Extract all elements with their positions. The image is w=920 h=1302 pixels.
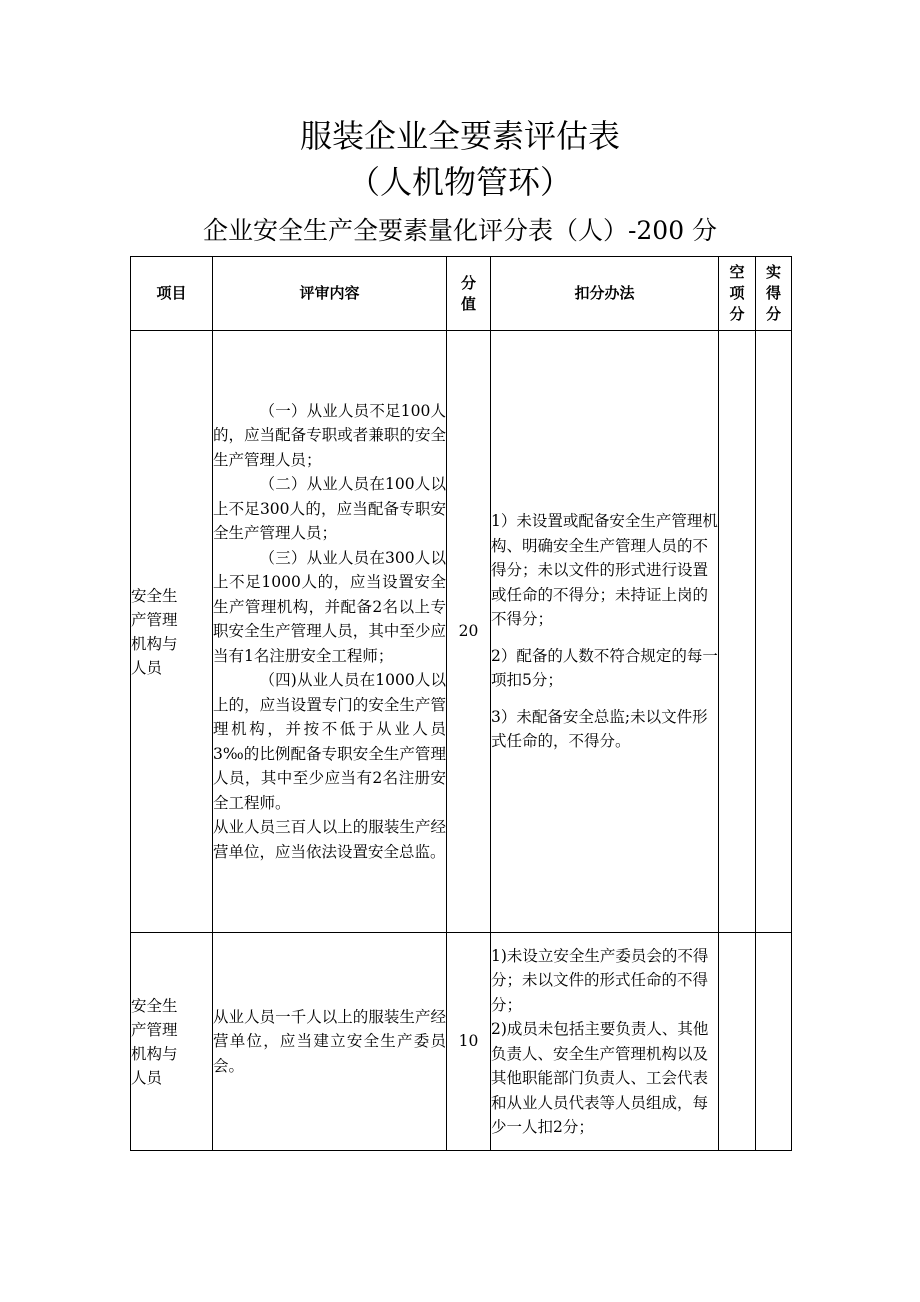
row-score: 20 — [447, 331, 491, 933]
row-actual-score — [756, 933, 792, 1151]
header-item: 项目 — [131, 257, 213, 331]
row-na-score — [719, 331, 756, 933]
header-actual-score: 实 得 分 — [756, 257, 792, 331]
header-na-score: 空 项 分 — [719, 257, 756, 331]
row-item: 安全生 产管理 机构与 人员 — [131, 331, 213, 933]
header-score: 分 值 — [447, 257, 491, 331]
header-method: 扣分办法 — [491, 257, 719, 331]
row-item: 安全生 产管理 机构与 人员 — [131, 933, 213, 1151]
row-score: 10 — [447, 933, 491, 1151]
document-title: 服装企业全要素评估表 — [299, 117, 620, 155]
header-content: 评审内容 — [213, 257, 447, 331]
evaluation-table — [130, 256, 792, 1151]
document-subtitle: （人机物管环） — [347, 163, 572, 201]
row-content: 从业人员一千人以上的服装生产经营单位，应当建立安全生产委员会。 — [213, 933, 447, 1151]
row-na-score — [719, 933, 756, 1151]
table-row — [131, 933, 792, 1151]
row-method: 1)未设立安全生产委员会的不得分；未以文件的形式任命的不得分； 2)成员未包括主要负责人、其他负责人、安全生产管理机构以及其他职能部门负责人、工会代表和从业人员代表等人员组成，每少一人扣2分； — [491, 933, 719, 1151]
table-row — [131, 331, 792, 933]
row-actual-score — [756, 331, 792, 933]
row-content: （一）从业人员不足100人的，应当配备专职或者兼职的安全生产管理人员； （二）从业人员在100人以上不足300人的，应当配备专职安全生产管理人员； （三）从业人员在300人以上不足1000人的，应当设置安全生产管理机构，并配备2名以上专职安全生产管理人员，其中至少应当有1名注册安全工程师； （四)从业人员在1000人以上的，应当设置专门的安全生产管理机构，并按不低于从业人员 3‰的比例配备专职安全生产管理人员，其中至少应当有2名注册安全工程师。 从业人员三百人以上的服装生产经营单位，应当依法设置安全总监。 — [213, 331, 447, 933]
table-title: 企业安全生产全要素量化评分表（人）-200 分 — [202, 216, 718, 245]
header-row — [131, 257, 792, 331]
row-method: 1）未设置或配备安全生产管理机构、明确安全生产管理人员的不得分；未以文件的形式进行设置或任命的不得分；未持证上岗的不得分； 2）配备的人数不符合规定的每一项扣5分； 3）未配备安全总监;未以文件形式任命的，不得分。 — [491, 331, 719, 933]
